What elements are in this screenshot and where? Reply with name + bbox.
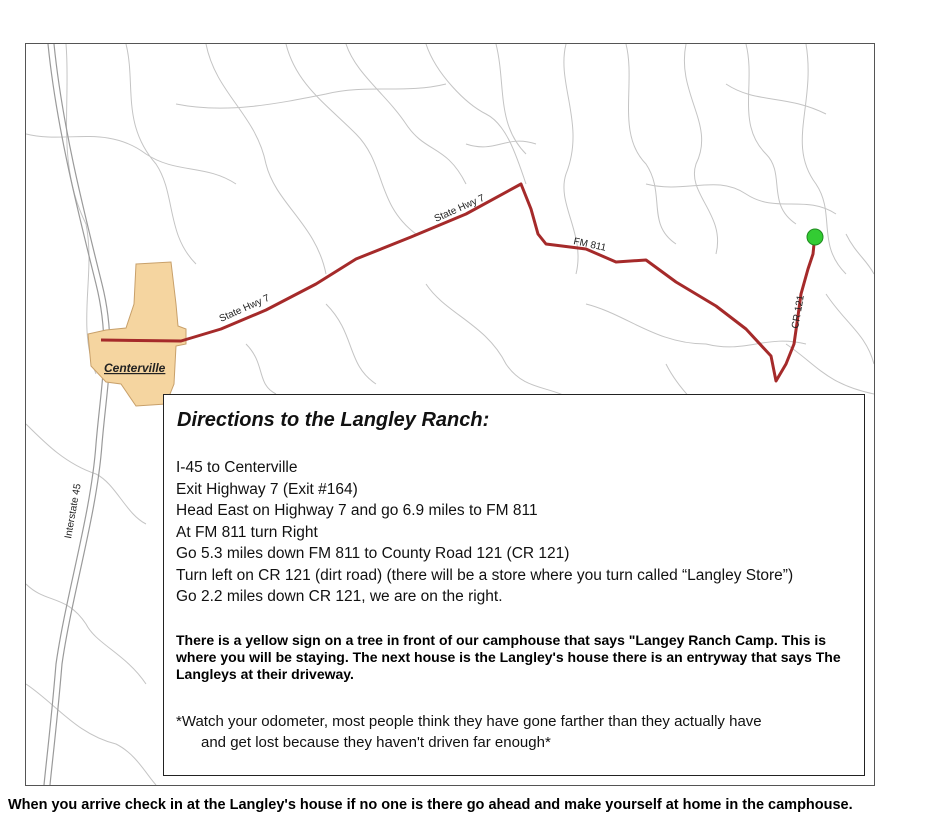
direction-step: Go 2.2 miles down CR 121, we are on the right. [176, 588, 503, 605]
label-interstate-45: Interstate 45 [63, 482, 84, 540]
directions-title: Directions to the Langley Ranch: [177, 409, 490, 431]
label-cr121: CR 121 [790, 294, 807, 330]
direction-step: Turn left on CR 121 (dirt road) (there will be a store where you turn called “Langley Store”) [176, 566, 794, 584]
label-hwy7-west: State Hwy 7 [217, 292, 272, 325]
direction-step: At FM 811 turn Right [176, 523, 318, 541]
odometer-warning-line2: and get lost because they haven't driven far enough* [201, 734, 551, 751]
odometer-warning-line1: *Watch your odometer, most people think they have gone farther than they actually have [176, 713, 762, 730]
directions-panel [163, 394, 865, 776]
direction-step: Exit Highway 7 (Exit #164) [176, 480, 358, 498]
label-centerville: Centerville [104, 361, 166, 375]
interstate-45 [44, 44, 110, 785]
direction-step: Head East on Highway 7 and go 6.9 miles to FM 811 [176, 502, 538, 519]
centerville-area [88, 262, 186, 406]
label-hwy7-east: State Hwy 7 [432, 192, 487, 225]
odometer-warning [176, 711, 856, 753]
label-fm811: FM 811 [572, 236, 608, 254]
direction-step: I-45 to Centerville [176, 459, 298, 476]
destination-marker [807, 229, 823, 245]
camphouse-note: There is a yellow sign on a tree in front of our camphouse that says "Langey Ranch Camp. This is where you will be staying. The next house is the Langley's house there is an entryway that says The Langleys at their driveway. [176, 632, 841, 682]
directions-steps [176, 457, 793, 608]
direction-step: Go 5.3 miles down FM 811 to County Road 121 (CR 121) [176, 545, 570, 562]
arrival-note: When you arrive check in at the Langley's house if no one is there go ahead and make yourself at home in the camphouse. [8, 797, 853, 813]
